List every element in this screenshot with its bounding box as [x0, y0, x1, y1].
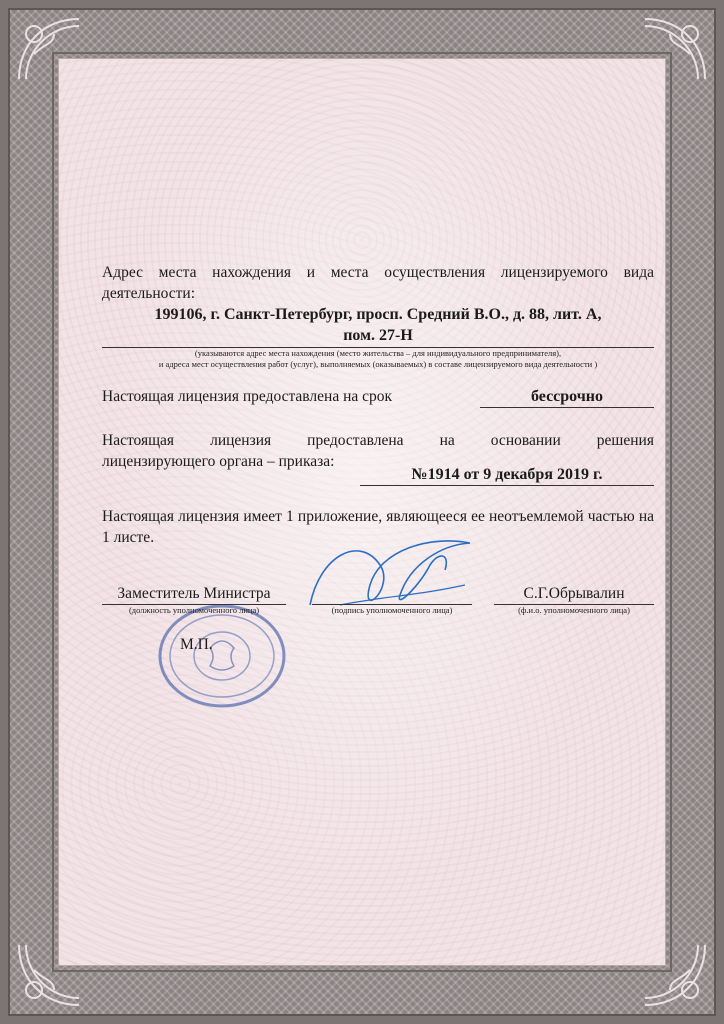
name-caption: (ф.и.о. уполномоченного лица) [518, 605, 630, 615]
position-field [102, 584, 286, 616]
name-field [494, 584, 654, 616]
term-value: бессрочно [480, 388, 654, 408]
signature-caption: (подпись уполномоченного лица) [331, 605, 453, 615]
signature-field [312, 584, 472, 616]
position-caption: (должность уполномоченного лица) [128, 605, 260, 615]
term-row [102, 388, 654, 410]
name-value: С.Г.Обрывалин [494, 584, 654, 605]
basis-line-1 [102, 430, 654, 451]
address-line-2: пом. 27-Н [343, 327, 413, 344]
basis-word: предоставлена [307, 432, 404, 449]
order-number: №1914 от 9 декабря 2019 г. [360, 466, 654, 486]
address-section [102, 262, 654, 370]
address-line-1: 199106, г. Санкт-Петербург, просп. Средний В.О., д. 88, лит. А, [154, 306, 602, 323]
basis-word: основании [490, 432, 561, 449]
address-label: Адрес места нахождения и места осуществления лицензируемого вида деятельности: [102, 264, 654, 302]
signature-row [102, 584, 654, 624]
signature-line [312, 584, 472, 605]
appendix-text: Настоящая лицензия имеет 1 приложение, являющееся ее неотъемлемой частью на 1 листе. [102, 508, 654, 546]
position-value: Заместитель Министра [102, 584, 286, 605]
address-note-2: и адреса мест осуществления работ (услуг), выполняемых (оказываемых) в составе лицензируемого вида деятельности ) [158, 359, 598, 369]
stamp-place-label: М.П. [180, 636, 213, 653]
address-note-1: (указываются адрес места нахождения (место жительства – для индивидуального предпринимателя), [194, 348, 562, 358]
basis-word: лицензия [210, 432, 272, 449]
basis-line-2: лицензирующего органа – приказа: [102, 453, 335, 470]
term-label: Настоящая лицензия предоставлена на срок [102, 388, 393, 405]
basis-word: решения [596, 432, 654, 449]
basis-word: Настоящая [102, 432, 175, 449]
basis-word: на [439, 432, 455, 449]
